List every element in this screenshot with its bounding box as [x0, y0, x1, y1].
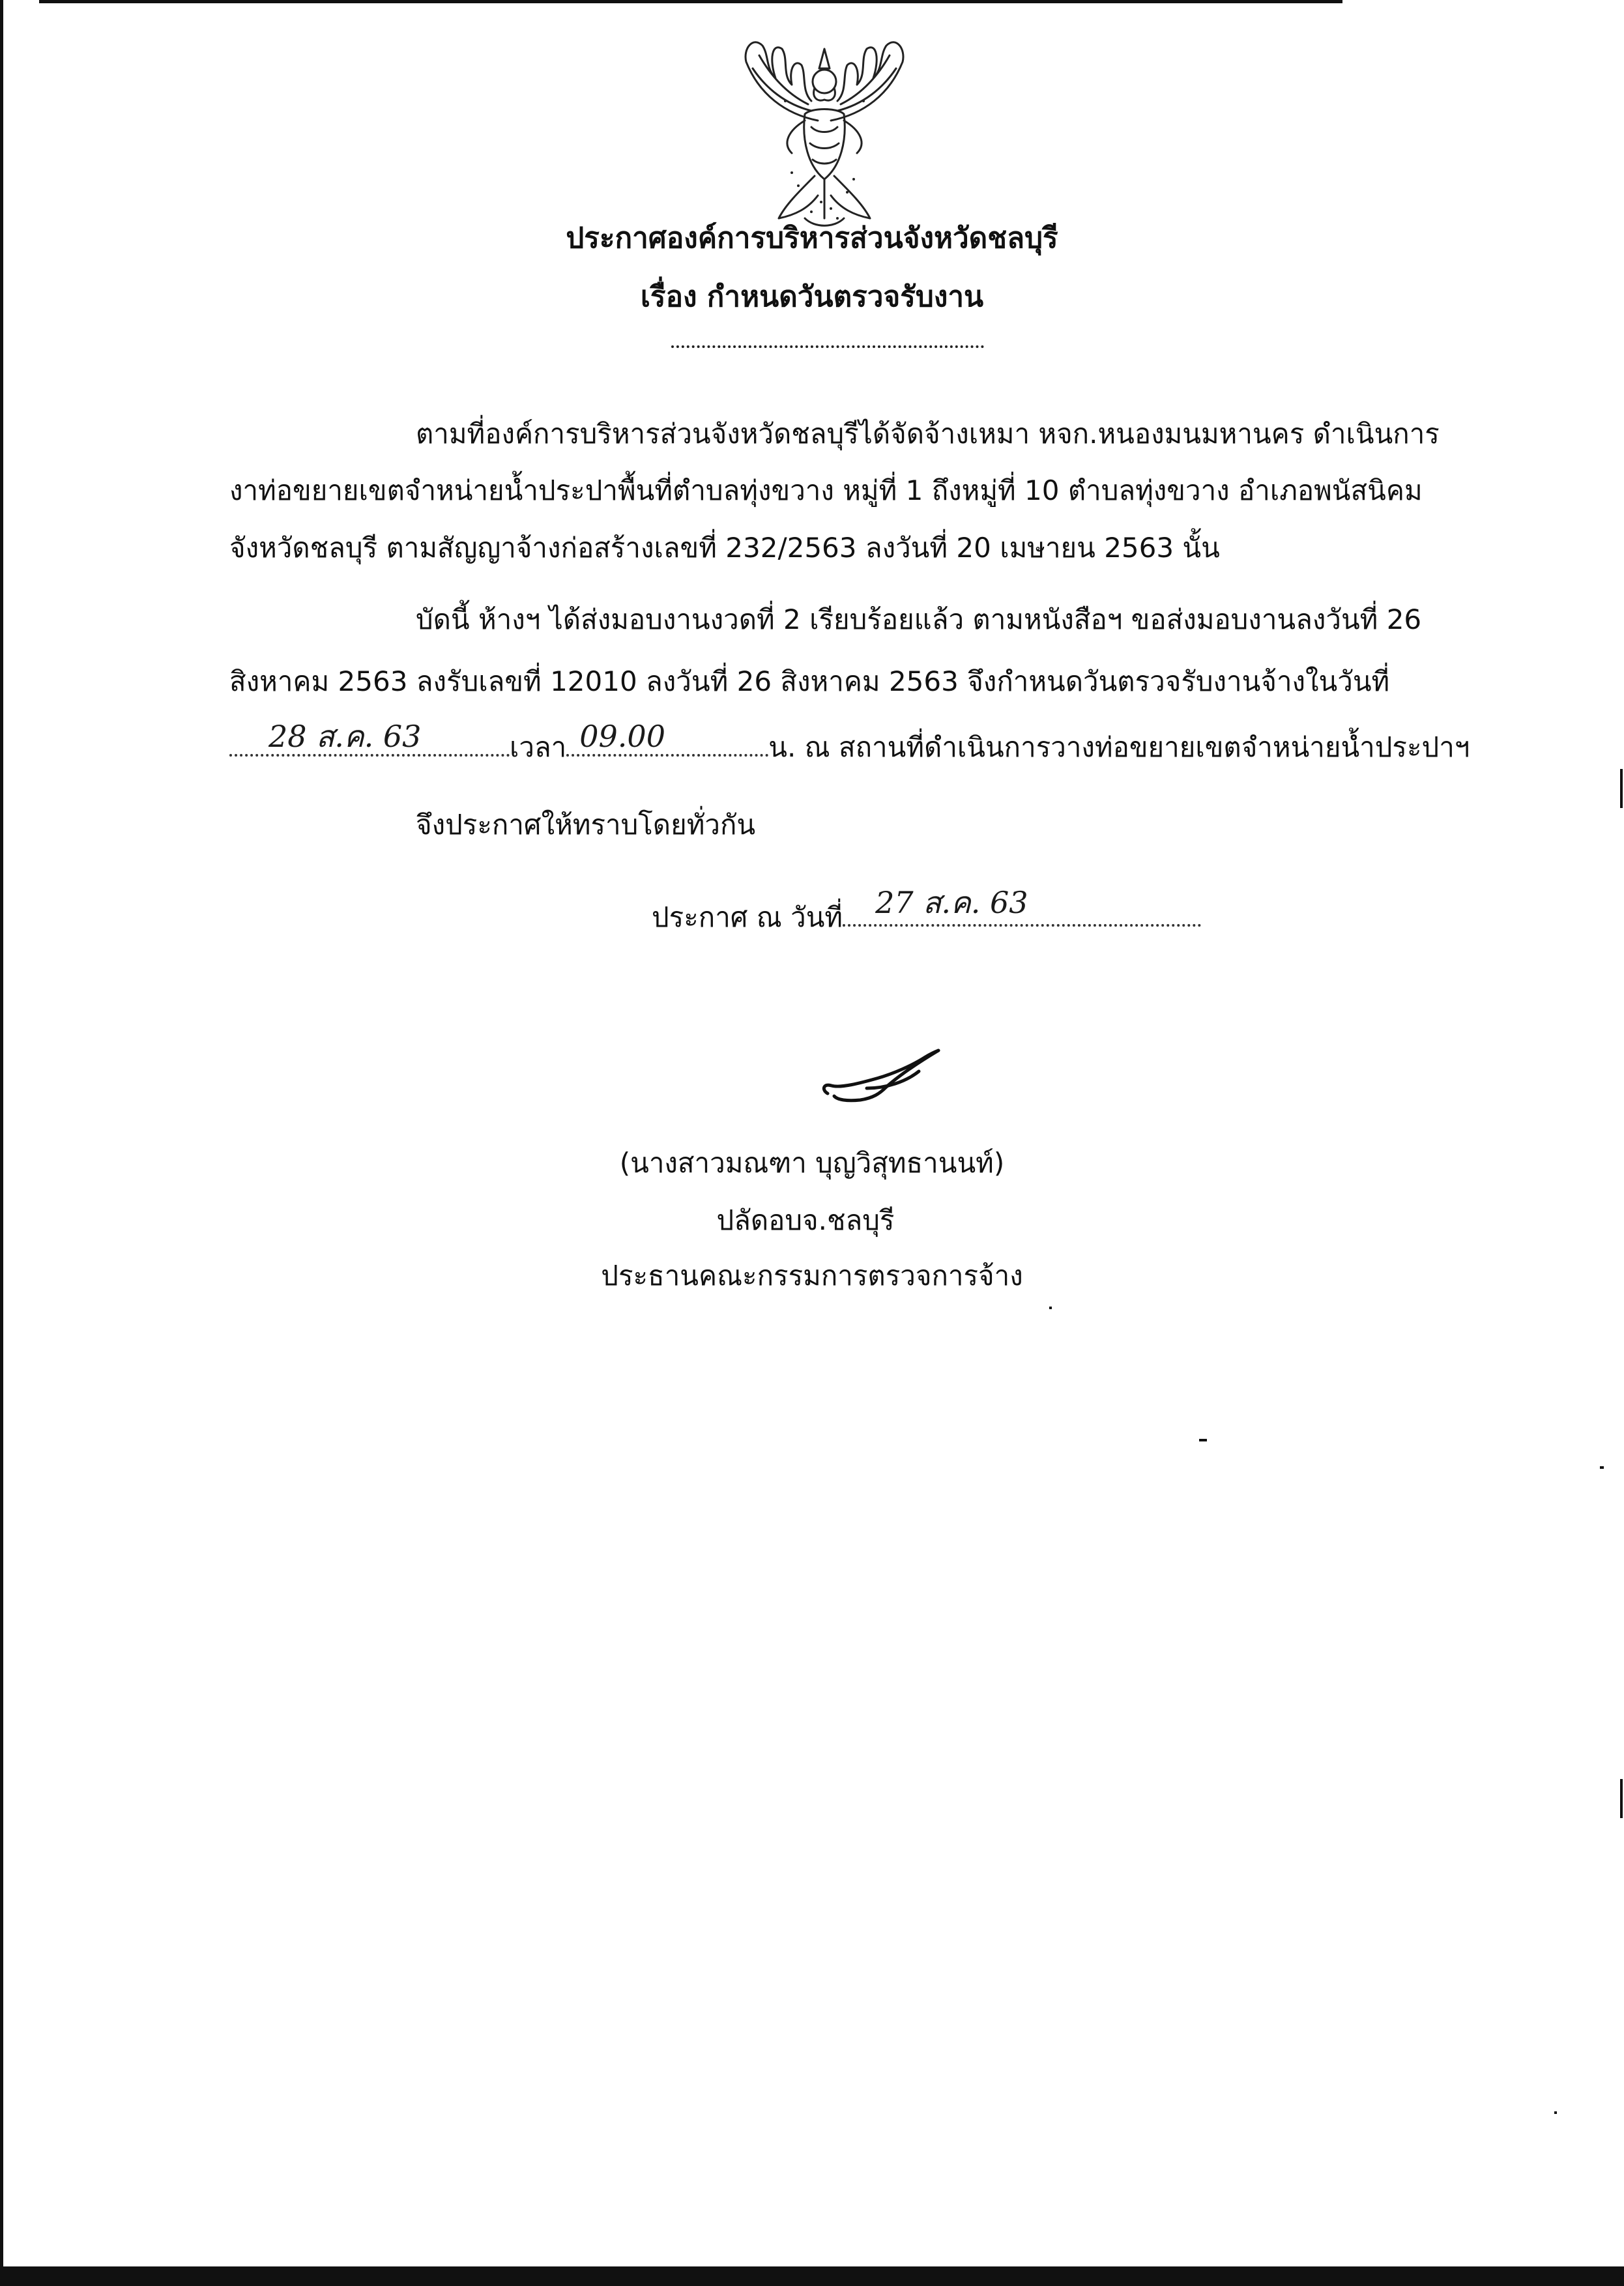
- inspection-date-blank: [229, 719, 510, 757]
- scan-border-bottom: [0, 2266, 1624, 2286]
- scan-border-top: [39, 0, 1342, 3]
- announce-date-handwritten: 27 ส.ค. 63: [875, 885, 1028, 920]
- announcement-subject: เรื่อง กำหนดวันตรวจรับงาน: [640, 280, 984, 313]
- signature-mark: [815, 1043, 958, 1114]
- garuda-emblem-icon: [707, 23, 942, 238]
- scan-speck: [1600, 1466, 1604, 1469]
- scan-speck: [1049, 1307, 1052, 1309]
- announcement-title: ประกาศองค์การบริหารส่วนจังหวัดชลบุรี: [566, 222, 1058, 255]
- paragraph2-line1: บัดนี้ ห้างฯ ได้ส่งมอบงานงวดที่ 2 เรียบร้อยแล้ว ตามหนังสือฯ ขอส่งมอบงานลงวันที่ 26: [416, 603, 1422, 635]
- announce-date-label: ประกาศ ณ วันที่: [652, 901, 843, 933]
- announce-date-line: [652, 885, 1201, 933]
- signatory-role: ประธานคณะกรรมการตรวจการจ้าง: [601, 1260, 1023, 1292]
- paragraph1-line3: จังหวัดชลบุรี ตามสัญญาจ้างก่อสร้างเลขที่ 232/2563 ลงวันที่ 20 เมษายน 2563 นั้น: [229, 532, 1220, 564]
- time-label: เวลา: [510, 731, 567, 763]
- inspection-date-handwritten: 28 ส.ค. 63: [268, 719, 422, 754]
- location-text: น. ณ สถานที่ดำเนินการวางท่อขยายเขตจำหน่ายน้ำประปาฯ: [768, 731, 1470, 763]
- signatory-position: ปลัดอบจ.ชลบุรี: [716, 1204, 895, 1236]
- scan-speck: [1554, 2111, 1557, 2114]
- scan-speck: [1620, 1779, 1623, 1818]
- paragraph2-line2: สิงหาคม 2563 ลงรับเลขที่ 12010 ลงวันที่ 26 สิงหาคม 2563 จึงกำหนดวันตรวจรับงานจ้างในวันที่: [229, 665, 1390, 697]
- scan-speck: [1620, 769, 1623, 808]
- inspection-time-blank: [566, 719, 768, 757]
- closing-text: จึงประกาศให้ทราบโดยทั่วกัน: [416, 809, 756, 841]
- scan-speck: [1199, 1439, 1207, 1441]
- inspection-time-handwritten: 09.00: [579, 719, 665, 754]
- signatory-name: (นางสาวมณฑา บุญวิสุทธานนท์): [619, 1147, 1005, 1179]
- title-divider: [671, 345, 984, 348]
- announce-date-blank: [843, 885, 1201, 927]
- paragraph1-line2: งาท่อขยายเขตจำหน่ายน้ำประปาพื้นที่ตำบลทุ่งขวาง หมู่ที่ 1 ถึงหมู่ที่ 10 ตำบลทุ่งขวาง อำเภอพนัสนิคม: [229, 474, 1423, 506]
- paragraph2-line3: [229, 719, 1470, 763]
- paragraph1-line1: ตามที่องค์การบริหารส่วนจังหวัดชลบุรีได้จัดจ้างเหมา หจก.หนองมนมหานคร ดำเนินการ: [416, 418, 1440, 450]
